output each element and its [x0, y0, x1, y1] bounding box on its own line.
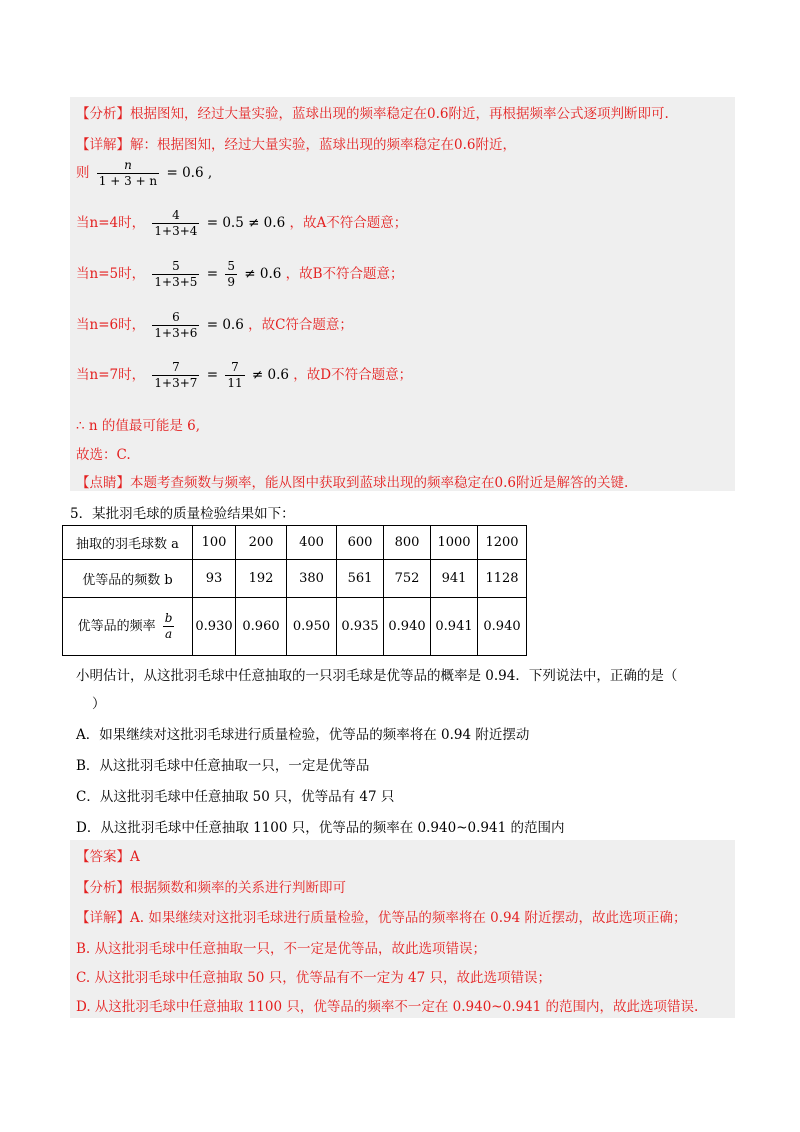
answer-highlight: [70, 840, 735, 1018]
answer-line-b: B. 从这批羽毛球中任意抽取一只，不一定是优等品，故此选项错误；: [76, 941, 487, 957]
case-result-num: 5: [227, 259, 235, 273]
table-cell: 400: [287, 526, 337, 560]
table-row: [63, 560, 527, 598]
table-cell: 0.940: [478, 598, 527, 656]
analysis-dianjing: [76, 471, 628, 491]
case-n6: [76, 310, 353, 341]
case-n5: 当n=5时， $\frac{5}{1+3+5}$ = $\frac{5}{9}$ ≠ 0.6 ，故B不符合题意；: [76, 259, 404, 289]
table-row: [63, 598, 527, 656]
fenxi-text: 根据频数和频率的关系进行判断即可: [130, 880, 346, 896]
table-cell: 200: [236, 526, 287, 560]
ze-prefix: 则: [76, 165, 90, 181]
case-result-num: 7: [225, 360, 244, 376]
case-fraction: [152, 259, 199, 290]
case-tail: ，故A不符合题意；: [289, 215, 408, 231]
case-num: 7: [152, 360, 199, 376]
case-fraction: [152, 360, 199, 391]
table-cell: 1128: [478, 560, 527, 598]
xiangjie-tag: 【详解】: [76, 910, 130, 926]
case-fraction: [152, 310, 199, 341]
case-den: 1+3+7: [154, 376, 198, 390]
analysis-fenxi: [76, 102, 669, 122]
equation-ze: [76, 158, 212, 189]
table-cell: 100: [193, 526, 236, 560]
table-cell: 1000: [431, 526, 478, 560]
table-cell: 1200: [478, 526, 527, 560]
case-tail: ，故B不符合题意；: [285, 266, 404, 282]
answer-xiangjie: [76, 906, 686, 926]
case-num: 4: [152, 208, 199, 224]
fenxi-text: 根据图知，经过大量实验，蓝球出现的频率稳定在0.6附近，再根据频率公式逐项判断即可.: [130, 106, 669, 122]
case-result-fraction: [225, 360, 244, 391]
option-a: A．如果继续对这批羽毛球进行质量检验，优等品的频率将在 0.94 附近摆动: [76, 727, 530, 743]
choice: 故选：C.: [76, 447, 131, 463]
question-text-1: 小明估计，从这批羽毛球中任意抽取的一只羽毛球是优等品的概率是 0.94．下列说法中，正确的是（: [76, 668, 678, 684]
case-den: 1+3+6: [154, 326, 198, 340]
case-prefix: 当n=5时，: [76, 266, 146, 282]
case-den: 1+3+4: [154, 224, 198, 238]
row3-num: b: [164, 611, 173, 625]
case-tail: ，故D不符合题意；: [293, 367, 413, 383]
table-row: [63, 526, 527, 560]
analysis-xiangjie: [76, 133, 516, 153]
case-rhs: = 0.5 ≠ 0.6: [206, 215, 286, 231]
option-b: B．从这批羽毛球中任意抽取一只，一定是优等品: [76, 758, 370, 774]
case-n7: 当n=7时， $\frac{7}{1+3+7}$ = $\frac{7}{11}$ ≠ 0.6 ，故D不符合题意；: [76, 360, 413, 390]
answer-line-d: D. 从这批羽毛球中任意抽取 1100 只，优等品的频率不一定在 0.940~0.941 的范围内，故此选项错误.: [76, 999, 699, 1015]
ze-den: 1 + 3 + n: [98, 174, 158, 188]
case-num: 5: [152, 259, 199, 275]
xiangjie-text: 解：根据图知，经过大量实验，蓝球出现的频率稳定在0.6附近，: [130, 137, 516, 153]
table-cell: 600: [337, 526, 384, 560]
case-prefix: 当n=7时，: [76, 367, 146, 383]
case-prefix: 当n=6时，: [76, 317, 146, 333]
daan-tag: 【答案】: [76, 849, 130, 865]
table-cell: 0.950: [287, 598, 337, 656]
case-den: 1+3+5: [154, 275, 198, 289]
table-cell: 800: [384, 526, 431, 560]
xiangjie-text: A. 如果继续对这批羽毛球进行质量检验，优等品的频率将在 0.94 附近摆动，故此选项正确；: [130, 910, 687, 926]
table-cell: 561: [337, 560, 384, 598]
dianjing-tag: 【点睛】: [76, 475, 130, 491]
case-result-den: 9: [227, 275, 235, 289]
row3-fraction: [163, 611, 175, 642]
quality-table: [62, 525, 527, 656]
answer-line-c: C. 从这批羽毛球中任意抽取 50 只，优等品有不一定为 47 只，故此选项错误；: [76, 970, 551, 986]
question-text-2: ）: [92, 696, 106, 712]
table-cell: 0.935: [337, 598, 384, 656]
row2-label: 优等品的频数 b: [63, 560, 193, 598]
table-cell: 0.930: [193, 598, 236, 656]
row3-den: a: [165, 627, 173, 641]
table-cell: 0.960: [236, 598, 287, 656]
fenxi-tag: 【分析】: [76, 106, 130, 122]
conclusion: ∴ n 的值最可能是 6,: [76, 418, 201, 434]
case-rhs: ≠ 0.6: [244, 266, 282, 282]
table-cell: 941: [431, 560, 478, 598]
fenxi-tag: 【分析】: [76, 880, 130, 896]
case-n4: [76, 208, 407, 239]
case-fraction: [152, 208, 199, 239]
ze-fraction: [97, 158, 159, 189]
case-rhs: ≠ 0.6: [251, 367, 289, 383]
row3-label-text: 优等品的频率: [77, 619, 156, 634]
ze-num: n: [97, 158, 159, 174]
case-num: 6: [152, 310, 199, 326]
xiangjie-tag: 【详解】: [76, 137, 130, 153]
row3-label: [63, 598, 193, 656]
option-d: D．从这批羽毛球中任意抽取 1100 只，优等品的频率在 0.940~0.941 的范围内: [76, 820, 565, 836]
table-cell: 752: [384, 560, 431, 598]
case-result-fraction: [225, 259, 237, 290]
table-cell: 380: [287, 560, 337, 598]
answer-fenxi: [76, 876, 346, 896]
table-cell: 93: [193, 560, 236, 598]
answer-daan: [76, 845, 140, 865]
case-tail: ，故C符合题意；: [248, 317, 353, 333]
daan-text: A: [130, 849, 140, 865]
dianjing-text: 本题考查频数与频率，能从图中获取到蓝球出现的频率稳定在0.6附近是解答的关键.: [130, 475, 629, 491]
table-cell: 0.940: [384, 598, 431, 656]
case-result-den: 11: [227, 376, 243, 390]
table-cell: 192: [236, 560, 287, 598]
row1-label: 抽取的羽毛球数 a: [63, 526, 193, 560]
case-prefix: 当n=4时，: [76, 215, 146, 231]
case-rhs: = 0.6: [206, 317, 244, 333]
table-cell: 0.941: [431, 598, 478, 656]
option-c: C．从这批羽毛球中任意抽取 50 只，优等品有 47 只: [76, 789, 395, 805]
ze-rhs: = 0.6 ,: [166, 165, 213, 181]
question-stem: 5．某批羽毛球的质量检验结果如下：: [70, 506, 295, 522]
